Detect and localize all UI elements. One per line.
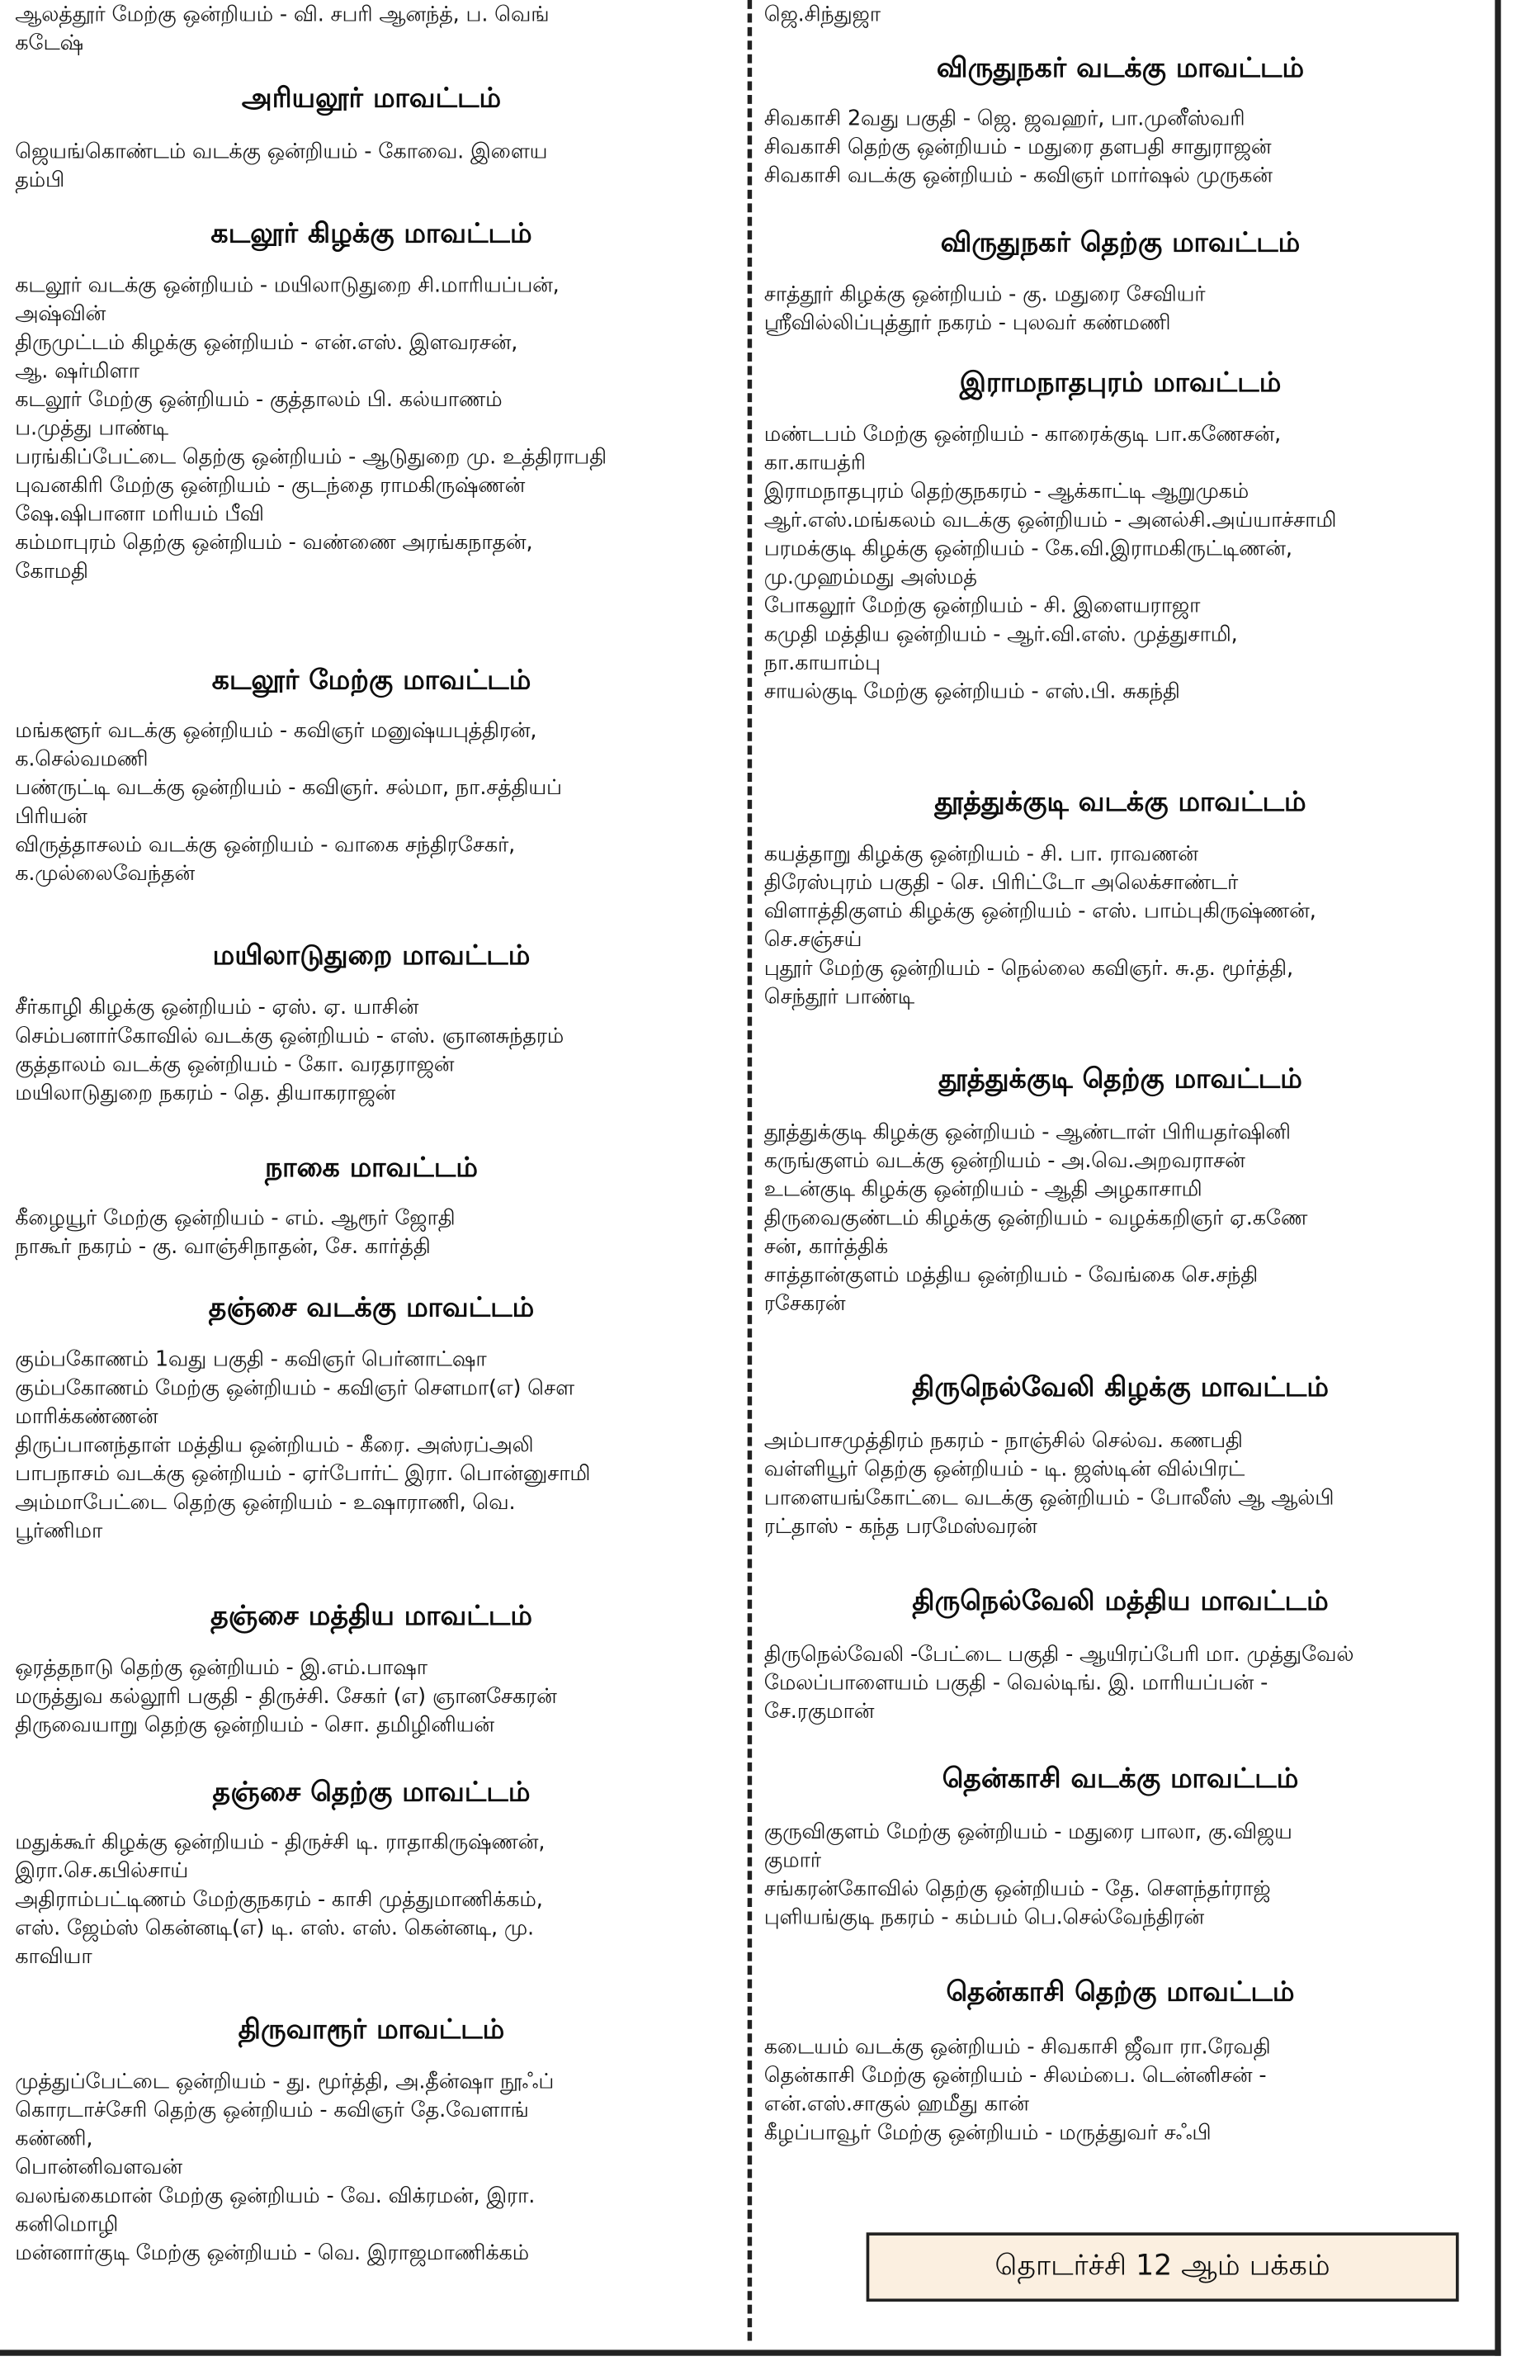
entry-line: ஷே.ஷிபானா மரியம் பீவி — [15, 502, 264, 527]
district-heading: நாகை மாவட்டம் — [265, 1152, 479, 1185]
entry-line: விளாத்திகுளம் கிழக்கு ஒன்றியம் - எஸ். பாம்புகிருஷ்ணன், — [763, 899, 1316, 924]
entry-line: திருமுட்டம் கிழக்கு ஒன்றியம் - என்.எஸ். இளவரசன், — [15, 330, 518, 356]
district-entries — [764, 1641, 1477, 1727]
entry-line: மருத்துவ கல்லூரி பகுதி - திருச்சி. சேகர் (எ) ஞானசேகரன் — [15, 1684, 557, 1710]
district-heading: தஞ்சை தெற்கு மாவட்டம் — [212, 1777, 531, 1809]
district-heading: விருதுநகர் தெற்கு மாவட்டம் — [940, 227, 1301, 259]
entry-line: போகலூர் மேற்கு ஒன்றியம் - சி. இளையராஜா — [763, 594, 1201, 618]
entry-line: சாயல்குடி மேற்கு ஒன்றியம் - எஸ்.பி. சுகந்தி — [763, 679, 1180, 704]
district-entries — [764, 841, 1477, 1013]
entry-line: மங்களூர் வடக்கு ஒன்றியம் - கவிஞர் மனுஷ்யபுத்திரன், — [15, 719, 537, 744]
entry-line: ரசேகரன் — [763, 1292, 846, 1317]
district-entries — [15, 995, 728, 1109]
entry-line: கருங்குளம் வடக்கு ஒன்றியம் - அ.வெ.அறவராசன் — [763, 1149, 1245, 1174]
district-heading: அரியலூர் மாவட்டம் — [241, 83, 502, 115]
entry-line: ஜெயங்கொண்டம் வடக்கு ஒன்றியம் - கோவை. இளைய — [15, 140, 548, 164]
district-heading: மயிலாடுதுறை மாவட்டம் — [212, 939, 531, 972]
entry-line: பிரியன் — [15, 804, 87, 830]
entry-line: ஆலத்தூர் மேற்கு ஒன்றியம் - வி. சபரி ஆனந்த், ப. வெங் — [15, 2, 550, 27]
entry-line: திருவைகுண்டம் கிழக்கு ஒன்றியம் - வழக்கறிஞர் ஏ.கணே — [763, 1206, 1308, 1231]
entry-line: குமார் — [763, 1848, 821, 1873]
column-divider — [748, 0, 752, 2340]
district-heading: தஞ்சை மத்திய மாவட்டம் — [210, 1600, 533, 1633]
district-heading: விருதுநகர் வடக்கு மாவட்டம் — [936, 52, 1305, 85]
entry-line: திருநெல்வேலி -பேட்டை பகுதி - ஆயிரப்பேரி மா. முத்துவேல் — [763, 1642, 1354, 1668]
entry-line: சிவகாசி தெற்கு ஒன்றியம் - மதுரை தளபதி சாதுராஜன் — [763, 135, 1272, 160]
entry-line: க.செல்வமணி — [15, 747, 149, 772]
entry-line: மயிலாடுதுறை நகரம் - தெ. தியாகராஜன் — [15, 1081, 396, 1106]
entry-line: நாகூர் நகரம் - கு. வாஞ்சிநாதன், சே. கார்த்தி — [15, 1235, 431, 1260]
district-heading: தென்காசி தெற்கு மாவட்டம் — [946, 1976, 1295, 2009]
entry-line: முத்துப்பேட்டை ஒன்றியம் - து. மூர்த்தி, அ.தீன்ஷா நூஃப் — [15, 2070, 555, 2094]
entry-line: சாத்தூர் கிழக்கு ஒன்றியம் - கு. மதுரை சேவியர் — [763, 282, 1206, 307]
district-heading: திருவாரூர் மாவட்டம் — [238, 2014, 505, 2046]
entry-line: புதூர் மேற்கு ஒன்றியம் - நெல்லை கவிஞர். சு.த. மூர்த்தி, — [763, 956, 1293, 982]
entry-line: பரமக்குடி கிழக்கு ஒன்றியம் - கே.வி.இராமகிருட்டிணன், — [763, 537, 1292, 561]
entry-line: சங்கரன்கோவில் தெற்கு ஒன்றியம் - தே. சௌந்தர்ராஜ் — [763, 1877, 1271, 1902]
district-heading: தூத்துக்குடி வடக்கு மாவட்டம் — [934, 787, 1306, 819]
entry-line: இரா.செ.கபில்சாய் — [15, 1859, 189, 1884]
entry-line: வலங்கைமான் மேற்கு ஒன்றியம் - வே. விக்ரமன், இரா. — [15, 2184, 536, 2209]
district-heading: தென்காசி வடக்கு மாவட்டம் — [942, 1763, 1299, 1796]
entry-line: கம்மாபுரம் தெற்கு ஒன்றியம் - வண்ணை அரங்கநாதன், — [15, 531, 533, 556]
entry-line: கடேஷ் — [15, 31, 83, 56]
entry-line: செ.சஞ்சய் — [763, 928, 862, 953]
entry-line: கீழப்பாவூர் மேற்கு ஒன்றியம் - மருத்துவர் சஃபி — [763, 2121, 1212, 2146]
entry-line: கடையம் வடக்கு ஒன்றியம் - சிவகாசி ஜீவா ரா.ரேவதி — [763, 2035, 1271, 2060]
entry-line: கா.காயத்ரி — [763, 451, 866, 476]
district-heading: தூத்துக்குடி தெற்கு மாவட்டம் — [938, 1063, 1303, 1095]
entry-line: சன், கார்த்திக் — [763, 1235, 889, 1260]
district-heading: திருநெல்வேலி மத்திய மாவட்டம் — [912, 1585, 1329, 1617]
entry-line: சீர்காழி கிழக்கு ஒன்றியம் - ஏஸ். ஏ. யாசின் — [15, 996, 419, 1020]
entry-line: சே.ரகுமான் — [763, 1700, 875, 1725]
entry-line: தென்காசி மேற்கு ஒன்றியம் - சிலம்பை. டென்னிசன் - — [763, 2064, 1267, 2089]
entry-line: ஒரத்தநாடு தெற்கு ஒன்றியம் - இ.எம்.பாஷா — [15, 1656, 428, 1681]
entry-line: தூத்துக்குடி கிழக்கு ஒன்றியம் - ஆண்டாள் பிரியதர்ஷினி — [763, 1120, 1291, 1145]
district-heading: இராமநாதபுரம் மாவட்டம் — [959, 367, 1282, 399]
top-continued-entry — [764, 2, 1477, 31]
entry-line: அதிராம்பட்டிணம் மேற்குநகரம் - காசி முத்துமாணிக்கம், — [15, 1887, 543, 1913]
entry-line: பூர்ணிமா — [15, 1519, 103, 1544]
entry-line: நா.காயாம்பு — [763, 651, 881, 676]
top-continued-entry — [15, 2, 728, 59]
district-entries — [15, 2069, 728, 2269]
entry-line: சிவகாசி வடக்கு ஒன்றியம் - கவிஞர் மார்ஷல் முருகன் — [763, 163, 1273, 188]
continuation-box — [867, 2232, 1459, 2302]
entry-line: கயத்தாறு கிழக்கு ஒன்றியம் - சி. பா. ராவணன் — [763, 842, 1198, 867]
entry-line: விருத்தாசலம் வடக்கு ஒன்றியம் - வாகை சந்திரசேகர், — [15, 833, 516, 858]
entry-line: கும்பகோணம் மேற்கு ஒன்றியம் - கவிஞர் சௌமா(எ) சௌ — [15, 1376, 575, 1401]
entry-line: திருப்பானந்தாள் மத்திய ஒன்றியம் - கீரை. அஸ்ரப்அலி — [15, 1433, 534, 1458]
district-entries — [764, 1119, 1477, 1319]
continuation-text: தொடர்ச்சி 12 ஆம் பக்கம் — [994, 2248, 1330, 2282]
entry-line: செம்பனார்கோவில் வடக்கு ஒன்றியம் - எஸ். ஞானசுந்தரம் — [15, 1024, 565, 1049]
entry-line: கனிமொழி — [15, 2212, 119, 2237]
entry-line: கமுதி மத்திய ஒன்றியம் - ஆர்.வி.எஸ். முத்துசாமி, — [763, 622, 1238, 647]
entry-line: கும்பகோணம் 1வது பகுதி - கவிஞர் பெர்னாட்ஷா — [15, 1347, 487, 1372]
entry-line: ரட்தாஸ் - கந்த பரமேஸ்வரன் — [763, 1515, 1037, 1540]
district-heading: தஞ்சை வடக்கு மாவட்டம் — [208, 1292, 535, 1324]
entry-line: திரேஸ்புரம் பகுதி - செ. பிரிட்டோ அலெக்சாண்டர் — [763, 871, 1239, 896]
entry-line: மதுக்கூர் கிழக்கு ஒன்றியம் - திருச்சி டி. ராதாகிருஷ்ணன், — [15, 1830, 546, 1855]
entry-line: எஸ். ஜேம்ஸ் கென்னடி(எ) டி. எஸ். எஸ். கென்னடி, மு. — [15, 1916, 534, 1941]
entry-line: பரங்கிப்பேட்டை தெற்கு ஒன்றியம் - ஆடுதுறை மு. உத்திராபதி — [15, 445, 607, 470]
entry-line: பண்ருட்டி வடக்கு ஒன்றியம் - கவிஞர். சல்மா, நா.சத்தியப் — [15, 776, 562, 801]
entry-line: செந்தூர் பாண்டி — [763, 985, 915, 1010]
entry-line: அம்பாசமுத்திரம் நகரம் - நாஞ்சில் செல்வ. கணபதி — [763, 1429, 1243, 1454]
district-entries — [15, 1346, 728, 1546]
district-entries — [15, 1829, 728, 1972]
district-entries — [15, 717, 728, 889]
entry-line: மேலப்பாளையம் பகுதி - வெல்டிங். இ. மாரியப்பன் - — [763, 1671, 1268, 1696]
district-entries — [15, 1205, 728, 1262]
entry-line: கடலூர் வடக்கு ஒன்றியம் - மயிலாடுதுறை சி.மாரியப்பன், — [15, 273, 560, 298]
entry-line: மன்னார்குடி மேற்கு ஒன்றியம் - வெ. இராஜமாணிக்கம் — [15, 2241, 529, 2266]
entry-line: மண்டபம் மேற்கு ஒன்றியம் - காரைக்குடி பா.கணேசன், — [763, 423, 1282, 447]
district-entries — [15, 1655, 728, 1741]
district-entries — [15, 272, 728, 587]
entry-line: திருவையாறு தெற்கு ஒன்றியம் - சொ. தமிழினியன் — [15, 1713, 494, 1738]
entry-line: புவனகிரி மேற்கு ஒன்றியம் - குடந்தை ராமகிருஷ்ணன் — [15, 474, 526, 499]
entry-line: கண்ணி, — [15, 2127, 93, 2151]
entry-line: குருவிகுளம் மேற்கு ஒன்றியம் - மதுரை பாலா, கு.விஜய — [763, 1819, 1292, 1845]
entry-line: புளியங்குடி நகரம் - கம்பம் பெ.செல்வேந்திரன் — [763, 1905, 1205, 1931]
entry-line: உடன்குடி கிழக்கு ஒன்றியம் - ஆதி அழகாசாமி — [763, 1177, 1202, 1203]
entry-line: அஷ்வின் — [15, 302, 106, 327]
entry-line: பாபநாசம் வடக்கு ஒன்றியம் - ஏர்போர்ட் இரா. பொன்னுசாமி — [15, 1462, 591, 1487]
entry-line: காவியா — [15, 1945, 92, 1970]
page-frame-bottom — [0, 2349, 1501, 2355]
entry-line: இராமநாதபுரம் தெற்குநகரம் - ஆக்காட்டி ஆறுமுகம் — [763, 480, 1249, 504]
district-entries — [764, 1427, 1477, 1541]
entry-line: கோமதி — [15, 559, 88, 584]
entry-line: பொன்னிவளவன் — [15, 2155, 182, 2180]
entry-line: மாரிக்கண்ணன் — [15, 1405, 158, 1430]
entry-line: சாத்தான்குளம் மத்திய ஒன்றியம் - வேங்கை செ.சந்தி — [763, 1263, 1259, 1288]
entry-line: க.முல்லைவேந்தன் — [15, 862, 196, 887]
entry-line: ப.முத்து பாண்டி — [15, 416, 168, 441]
entry-line: ஜெ.சிந்துஜா — [763, 2, 881, 27]
district-entries — [15, 139, 728, 196]
district-entries — [764, 421, 1477, 707]
entry-line: குத்தாலம் வடக்கு ஒன்றியம் - கோ. வரதராஜன் — [15, 1053, 455, 1077]
entry-line: கொரடாச்சேரி தெற்கு ஒன்றியம் - கவிஞர் தே.வேளாங் — [15, 2098, 529, 2123]
entry-line: அம்மாபேட்டை தெற்கு ஒன்றியம் - உஷாராணி, வெ. — [15, 1490, 516, 1516]
entry-line: கீழையூர் மேற்கு ஒன்றியம் - எம். ஆரூர் ஜோதி — [15, 1206, 456, 1231]
entry-line: சிவகாசி 2வது பகுதி - ஜெ. ஜவஹர், பா.முனீஸ்வரி — [763, 106, 1245, 131]
district-heading: திருநெல்வேலி கிழக்கு மாவட்டம் — [912, 1371, 1330, 1404]
page-frame-right — [1495, 0, 1500, 2356]
district-entries — [764, 2034, 1477, 2148]
district-heading: கடலூர் கிழக்கு மாவட்டம் — [210, 218, 532, 250]
entry-line: ஸ்ரீவில்லிப்புத்தூர் நகரம் - புலவர் கண்மணி — [763, 311, 1171, 336]
district-entries — [764, 1819, 1477, 1933]
entry-line: ஆர்.எஸ்.மங்கலம் வடக்கு ஒன்றியம் - அனல்சி.அய்யாச்சாமி — [763, 508, 1337, 533]
entry-line: தம்பி — [15, 168, 65, 193]
entry-line: வள்ளியூர் தெற்கு ஒன்றியம் - டி. ஜஸ்டின் வில்பிரட் — [763, 1457, 1245, 1482]
entry-line: என்.எஸ்.சாகுல் ஹமீது கான் — [763, 2092, 1029, 2117]
district-entries — [764, 106, 1477, 192]
district-heading: கடலூர் மேற்கு மாவட்டம் — [211, 665, 531, 697]
entry-line: மு.முஹம்மது அஸ்மத் — [763, 565, 977, 590]
entry-line: கடலூர் மேற்கு ஒன்றியம் - குத்தாலம் பி. கல்யாணம் — [15, 388, 503, 413]
district-entries — [764, 282, 1477, 338]
entry-line: பாளையங்கோட்டை வடக்கு ஒன்றியம் - போலீஸ் ஆ ஆல்பி — [763, 1486, 1335, 1511]
entry-line: ஆ. ஷர்மிளா — [15, 359, 139, 384]
